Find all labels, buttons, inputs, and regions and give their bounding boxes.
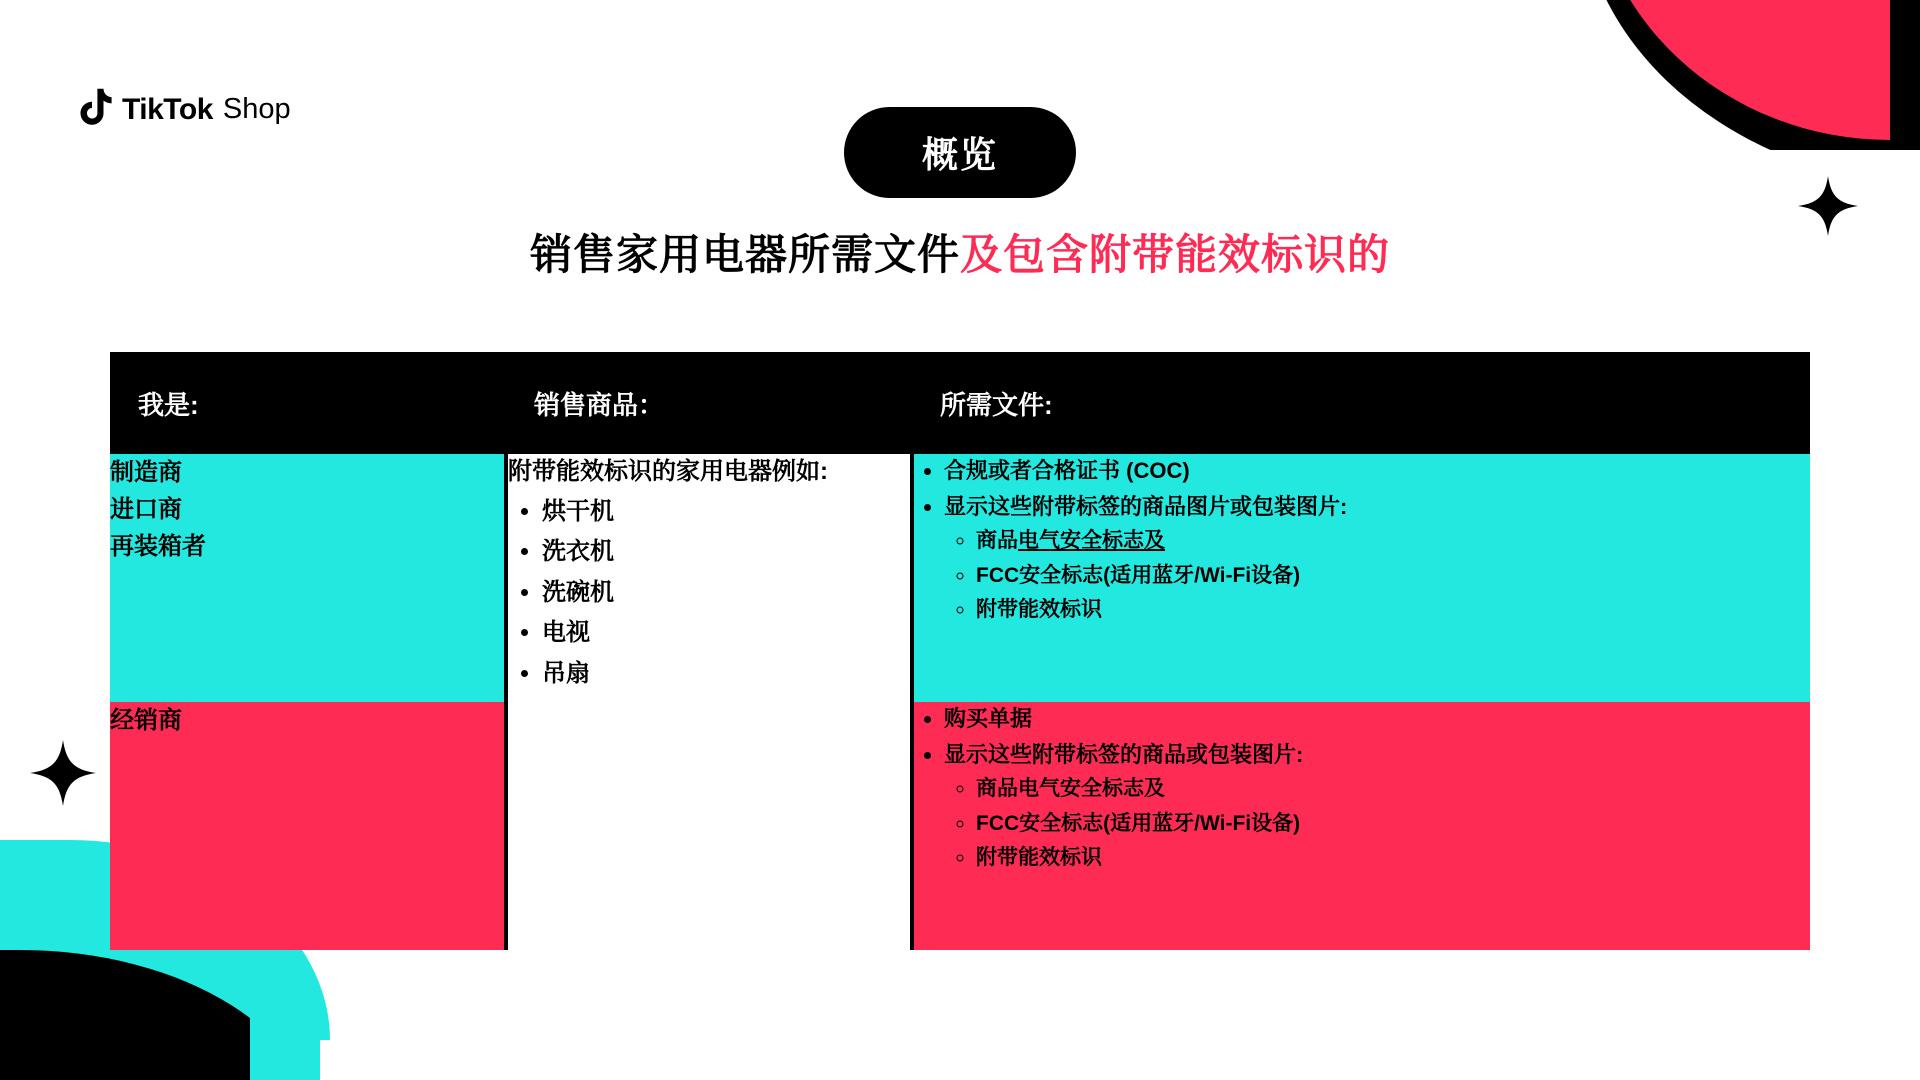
sparkle-icon	[30, 740, 96, 806]
list-item: • 洗碗机	[542, 577, 910, 609]
row1-docs-sublist	[944, 527, 1810, 623]
logo-shop-text: Shop	[222, 93, 291, 125]
row1-role-line-2: 进口商	[110, 496, 182, 524]
list-item: • 洗衣机	[542, 536, 910, 568]
decor-bottom-left-cyan-block	[250, 990, 320, 1080]
logo-tiktok-text: TikTok	[122, 92, 213, 126]
row1-role-line-1: 制造商	[110, 459, 182, 486]
list-item: • 吊扇	[542, 658, 910, 690]
table-row	[110, 454, 1810, 702]
decor-top-right-pink-arc	[1590, 0, 1890, 140]
list-item	[944, 740, 1810, 872]
list-item: • 电视	[542, 617, 910, 649]
goods-cell	[506, 454, 912, 950]
row2-docs-cell	[912, 702, 1810, 950]
section-pill-heading: 概览	[844, 107, 1076, 198]
table-header-cell-goods: 销售商品：	[506, 352, 912, 454]
list-item	[976, 527, 1810, 554]
list-item: ◦ 附带能效标识	[976, 596, 1810, 623]
list-item: • 购买单据	[944, 704, 1810, 734]
row1-docs-cell	[912, 454, 1810, 702]
list-item: • 烘干机	[542, 496, 910, 528]
sub-item-text: 商品	[976, 529, 1018, 553]
tiktok-shop-logo	[80, 88, 291, 131]
row1-role-line-3: 再装箱者	[110, 533, 206, 561]
decor-top-right-black-arc	[1580, 0, 1920, 190]
list-item-label: 显示这些附带标签的商品图片或包装图片:	[944, 493, 1348, 519]
goods-list	[508, 496, 910, 690]
table-header-cell-docs: 所需文件:	[912, 352, 1810, 454]
row2-role-cell	[110, 702, 506, 950]
table-header-cell-role: 我是:	[110, 352, 506, 454]
tiktok-note-icon	[80, 88, 114, 131]
list-item	[944, 492, 1810, 624]
list-item: ◦ 商品电气安全标志及	[976, 775, 1810, 802]
sub-item-underlined: 电气安全标志及	[1018, 529, 1165, 553]
row2-role-line-1: 经销商	[110, 707, 182, 734]
row1-docs-list	[914, 456, 1810, 623]
list-item: ◦ FCC安全标志(适用蓝牙/Wi-Fi设备)	[976, 562, 1810, 589]
page-title-main: 销售家用电器所需文件	[529, 231, 960, 278]
table-header-row	[110, 352, 1810, 454]
list-item-label: 显示这些附带标签的商品或包装图片:	[944, 741, 1304, 767]
row2-docs-list	[914, 704, 1810, 871]
page-title-accent: 及包含附带能效标识的	[960, 231, 1391, 278]
table-row	[110, 702, 1810, 950]
decor-bottom-left-black-arc	[0, 950, 320, 1080]
list-item: • 合规或者合格证书 (COC)	[944, 456, 1810, 486]
requirements-table	[110, 352, 1810, 950]
goods-lead-text: 附带能效标识的家用电器例如:	[508, 458, 828, 485]
page-title	[0, 222, 1920, 282]
row1-role-cell	[110, 454, 506, 702]
row2-docs-sublist	[944, 775, 1810, 871]
list-item: ◦ FCC安全标志(适用蓝牙/Wi-Fi设备)	[976, 810, 1810, 837]
list-item: ◦ 附带能效标识	[976, 844, 1810, 871]
